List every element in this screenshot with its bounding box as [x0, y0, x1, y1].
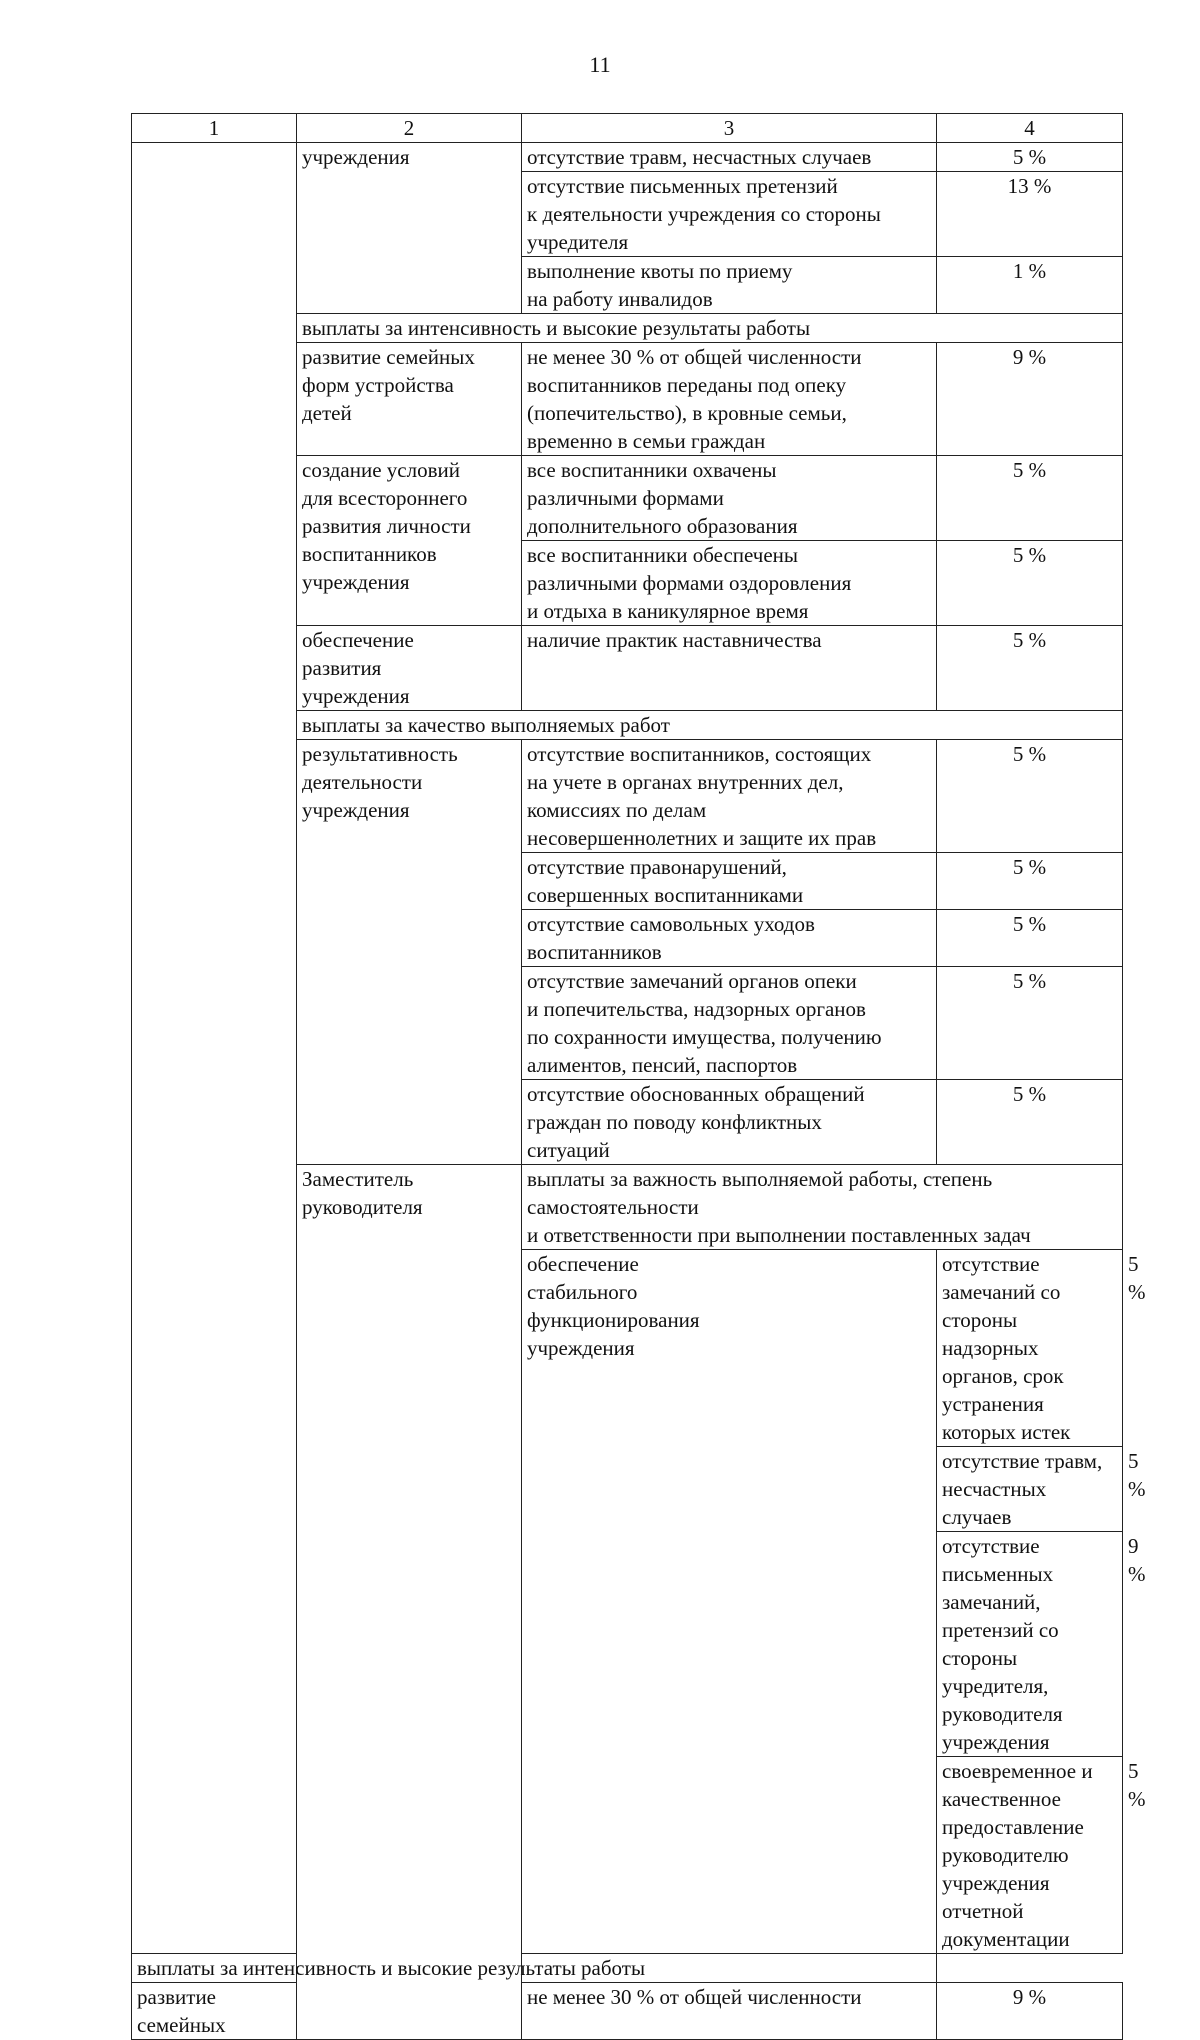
percent-cell: 5 % [937, 626, 1123, 711]
criterion-cell: отсутствие травм, несчастных случаев [937, 1447, 1123, 1532]
table-row [132, 1983, 1123, 2040]
header-cell: 2 [297, 114, 522, 143]
criterion-cell: выполнение квоты по приему на работу инвалидов [522, 257, 937, 314]
percent-cell: 13 % [937, 172, 1123, 257]
percent-cell: 5 % [937, 967, 1123, 1080]
criterion-cell: отсутствие самовольных уходов воспитанников [522, 910, 937, 967]
table-row: обеспечение стабильного функционирования учреждения отсутствие замечаний со стороны надзорных органов, срок устранения которых истек 5 % [132, 1250, 1123, 1447]
criterion-cell: отсутствие письменных претензий к деятельности учреждения со стороны учредителя [522, 172, 937, 257]
indicator-cell: учреждения [297, 143, 522, 314]
indicator-cell: обеспечение стабильного функционирования учреждения [522, 1250, 937, 1954]
section-heading: выплаты за важность выполняемой работы, степень самостоятельности и ответственности при выполнении поставленных задач [522, 1165, 1123, 1250]
page-number: 11 [589, 52, 611, 77]
criterion-cell: не менее 30 % от общей численности [522, 1983, 937, 2040]
table-row: своевременное и качественное предоставление руководителю учреждения отчетной документации 5 % [132, 1757, 1123, 1954]
criterion-cell: отсутствие воспитанников, состоящих на учете в органах внутренних дел, комиссиях по делам несовершеннолетних и защите их прав [522, 740, 937, 853]
indicator-cell: обеспечение развития учреждения [297, 626, 522, 711]
header-cell: 4 [937, 114, 1123, 143]
criterion-cell: наличие практик наставничества [522, 626, 937, 711]
section-heading: выплаты за качество выполняемых работ [297, 711, 1123, 740]
percent-cell: 9 % [937, 343, 1123, 456]
indicator-cell: создание условий для всестороннего развития личности воспитанников учреждения [297, 456, 522, 626]
criterion-cell: все воспитанники охвачены различными формами дополнительного образования [522, 456, 937, 541]
criterion-cell: отсутствие письменных замечаний, претензий со стороны учредителя, руководителя учреждения [937, 1532, 1123, 1757]
percent-cell: 5 % [937, 910, 1123, 967]
percent-cell: 1 % [937, 257, 1123, 314]
percent-cell: 5 % [937, 740, 1123, 853]
criterion-cell: не менее 30 % от общей численности воспитанников переданы под опеку (попечительство), в кровные семьи, временно в семьи граждан [522, 343, 937, 456]
indicator-cell: развитие семейных [132, 1983, 297, 2040]
section-row [132, 1954, 1123, 1983]
section-heading: выплаты за интенсивность и высокие результаты работы [297, 314, 1123, 343]
criterion-cell: все воспитанники обеспечены различными формами оздоровления и отдыха в каникулярное время [522, 541, 937, 626]
section-heading: выплаты за интенсивность и высокие результаты работы [132, 1954, 937, 1983]
indicator-cell: развитие семейных форм устройства детей [297, 343, 522, 456]
table-row: отсутствие травм, несчастных случаев 5 % [132, 1447, 1123, 1532]
indicator-cell: результативность деятельности учреждения [297, 740, 522, 1165]
percent-cell: 9 % [937, 1983, 1123, 2040]
position-cell [132, 143, 297, 1954]
criterion-cell: своевременное и качественное предоставление руководителю учреждения отчетной документации [937, 1757, 1123, 1954]
header-cell: 3 [522, 114, 937, 143]
percent-cell: 5 % [937, 1080, 1123, 1165]
percent-cell: 5 % [937, 853, 1123, 910]
criterion-cell: отсутствие замечаний со стороны надзорных органов, срок устранения которых истек [937, 1250, 1123, 1447]
criterion-cell: отсутствие замечаний органов опеки и попечительства, надзорных органов по сохранности имущества, получению алиментов, пенсий, паспортов [522, 967, 937, 1080]
criteria-table [131, 113, 1146, 2040]
criterion-cell: отсутствие правонарушений, совершенных воспитанниками [522, 853, 937, 910]
position-cell: Заместитель руководителя [297, 1165, 522, 2040]
header-cell: 1 [132, 114, 297, 143]
header-row [132, 114, 1123, 143]
criterion-cell: отсутствие обоснованных обращений граждан по поводу конфликтных ситуаций [522, 1080, 937, 1165]
percent-cell: 5 % [937, 541, 1123, 626]
percent-cell: 5 % [937, 456, 1123, 541]
table-row [132, 143, 1123, 172]
criterion-cell: отсутствие травм, несчастных случаев [522, 143, 937, 172]
percent-cell: 5 % [937, 143, 1123, 172]
table-row: отсутствие письменных замечаний, претензий со стороны учредителя, руководителя учреждения 9 % [132, 1532, 1123, 1757]
